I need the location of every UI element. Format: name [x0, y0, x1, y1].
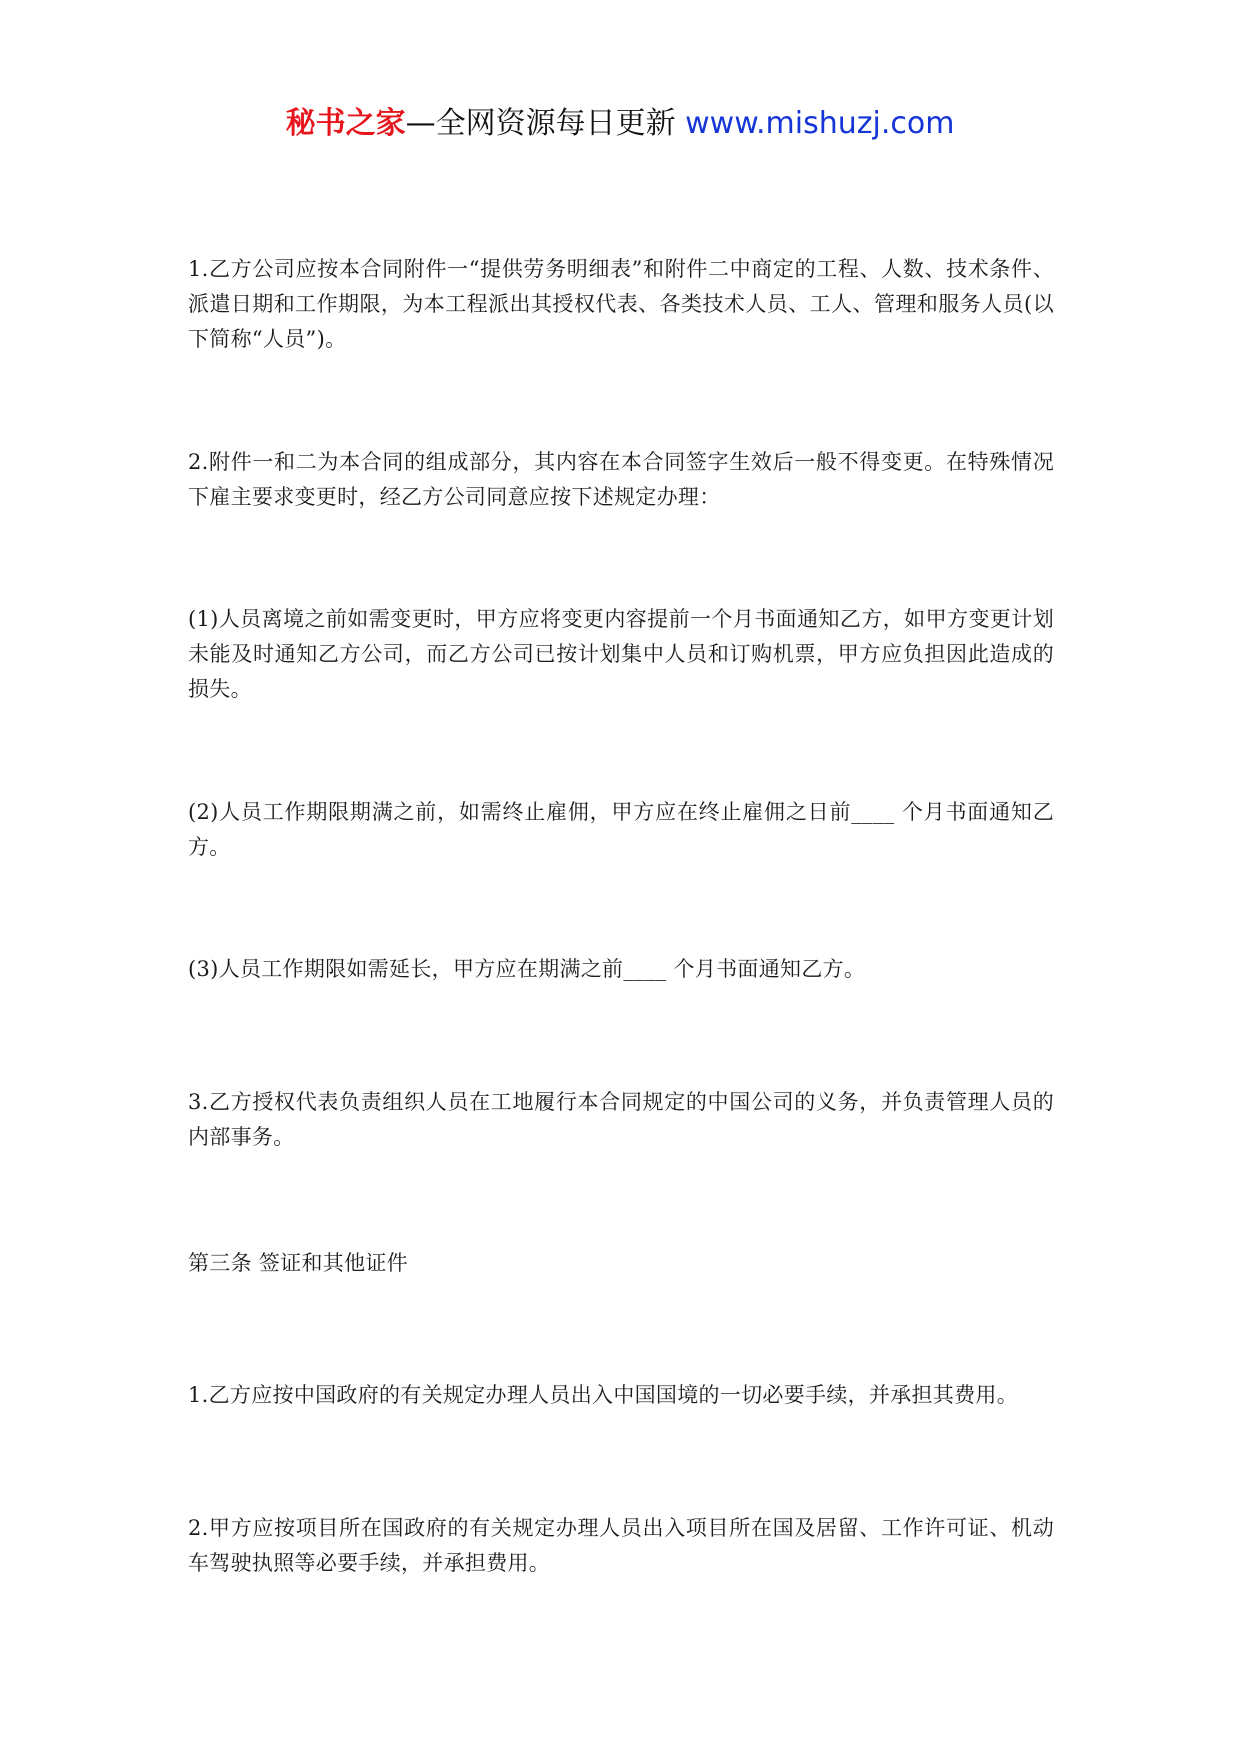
- paragraph-6: 3.乙方授权代表负责组织人员在工地履行本合同规定的中国公司的义务，并负责管理人员的内部事务。: [188, 1090, 1054, 1149]
- paragraph-2: 2.附件一和二为本合同的组成部分，其内容在本合同签字生效后一般不得变更。在特殊情况下雇主要求变更时，经乙方公司同意应按下述规定办理：: [188, 450, 1054, 509]
- paragraph-1: 1.乙方公司应按本合同附件一“提供劳务明细表”和附件二中商定的工程、人数、技术条件、派遣日期和工作期限，为本工程派出其授权代表、各类技术人员、工人、管理和服务人员(以下简称“人员”)。: [188, 257, 1054, 351]
- paragraph-8: 2.甲方应按项目所在国政府的有关规定办理人员出入项目所在国及居留、工作许可证、机动车驾驶执照等必要手续，并承担费用。: [188, 1516, 1054, 1575]
- paragraph-5: (3)人员工作期限如需延长，甲方应在期满之前____ 个月书面通知乙方。: [188, 957, 866, 981]
- site-url-link[interactable]: www.mishuzj.com: [685, 106, 955, 141]
- section-heading: 第三条 签证和其他证件: [188, 1251, 408, 1275]
- site-slogan: —全网资源每日更新: [405, 106, 676, 141]
- paragraph-4: (2)人员工作期限期满之前，如需终止雇佣，甲方应在终止雇佣之日前____ 个月书面通知乙方。: [188, 800, 1054, 859]
- site-brand: 秘书之家: [285, 106, 406, 141]
- paragraph-7: 1.乙方应按中国政府的有关规定办理人员出入中国国境的一切必要手续，并承担其费用。: [188, 1383, 1019, 1407]
- site-header: [0, 100, 1240, 148]
- paragraph-3: (1)人员离境之前如需变更时，甲方应将变更内容提前一个月书面通知乙方，如甲方变更计划未能及时通知乙方公司，而乙方公司已按计划集中人员和订购机票，甲方应负担因此造成的损失。: [188, 607, 1054, 701]
